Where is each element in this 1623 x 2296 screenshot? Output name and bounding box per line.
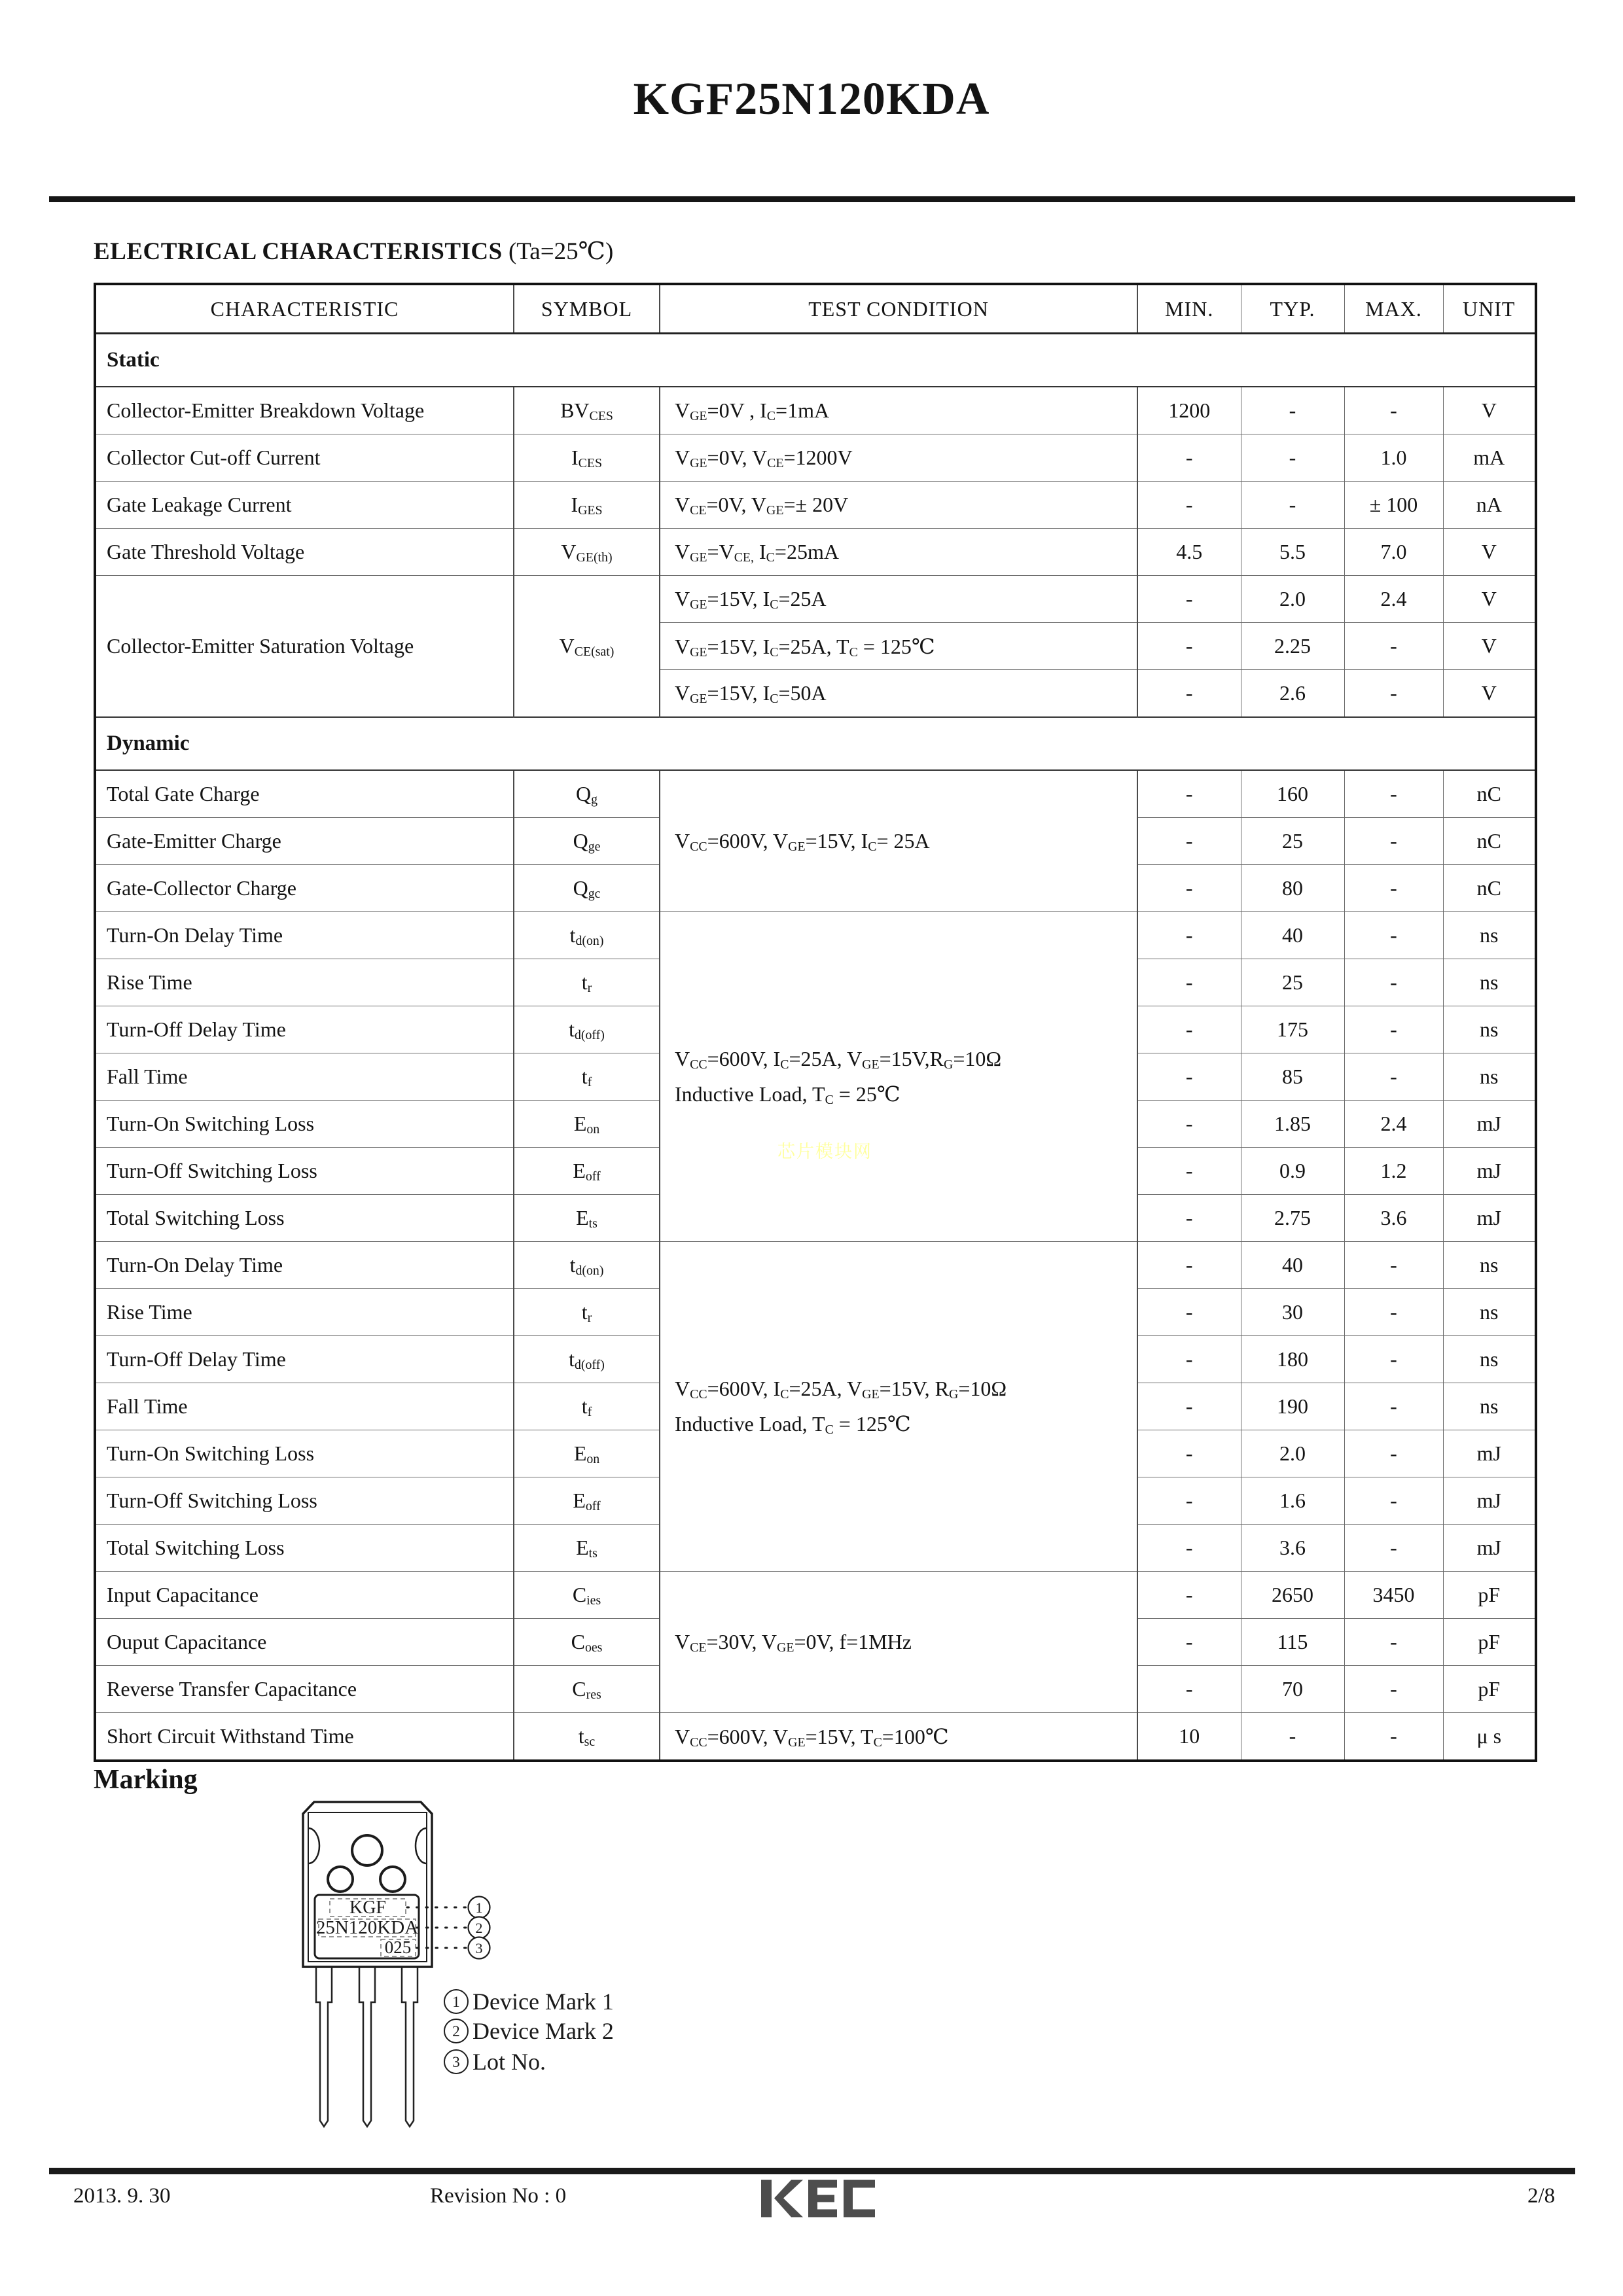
cell-cond: VGE=VCE, IC=25mA — [660, 529, 1137, 576]
cell-min: - — [1137, 1148, 1241, 1195]
section-label: Dynamic — [95, 717, 1536, 770]
cell-char: Reverse Transfer Capacitance — [95, 1666, 514, 1713]
cell-max: 2.4 — [1344, 576, 1443, 623]
cell-unit: ns — [1443, 959, 1536, 1006]
package-legs — [316, 1967, 418, 2127]
table-header-row — [95, 284, 1536, 334]
cell-typ: 190 — [1241, 1383, 1344, 1430]
cell-unit: ns — [1443, 1006, 1536, 1053]
cell-unit: mJ — [1443, 1101, 1536, 1148]
cell-max: 7.0 — [1344, 529, 1443, 576]
cell-typ: 1.6 — [1241, 1477, 1344, 1525]
electrical-characteristics-table-wrap — [94, 283, 1537, 1762]
cell-sym: td(off) — [514, 1006, 660, 1053]
cell-char: Total Switching Loss — [95, 1195, 514, 1242]
cell-typ: 2.75 — [1241, 1195, 1344, 1242]
cell-typ: 40 — [1241, 912, 1344, 959]
cell-unit: nC — [1443, 865, 1536, 912]
table-row — [95, 434, 1536, 482]
cell-min: - — [1137, 1336, 1241, 1383]
cell-unit: mJ — [1443, 1195, 1536, 1242]
cell-unit: V — [1443, 623, 1536, 670]
cell-unit: ns — [1443, 912, 1536, 959]
cell-typ: 40 — [1241, 1242, 1344, 1289]
cell-char: Turn-Off Switching Loss — [95, 1477, 514, 1525]
cell-char: Turn-On Delay Time — [95, 912, 514, 959]
cell-max: - — [1344, 1713, 1443, 1761]
cell-unit: μ s — [1443, 1713, 1536, 1761]
cell-typ: 3.6 — [1241, 1525, 1344, 1572]
cell-char: Short Circuit Withstand Time — [95, 1713, 514, 1761]
cell-typ: 25 — [1241, 959, 1344, 1006]
cell-max: - — [1344, 818, 1443, 865]
cell-sym: Ets — [514, 1525, 660, 1572]
cell-unit: ns — [1443, 1242, 1536, 1289]
col-header-unit: UNIT — [1443, 284, 1536, 334]
footer-revision: Revision No : 0 — [430, 2184, 567, 2208]
device-mark-1-text: KGF — [349, 1898, 387, 1918]
table-row — [95, 576, 1536, 623]
cell-unit: V — [1443, 387, 1536, 434]
cell-min: - — [1137, 818, 1241, 865]
footer-page-number: 2/8 — [1527, 2184, 1556, 2208]
cell-sym: Qgc — [514, 865, 660, 912]
cell-sym: tf — [514, 1383, 660, 1430]
cell-cond: VGE=0V, VCE=1200V — [660, 434, 1137, 482]
cell-min: - — [1137, 623, 1241, 670]
cell-unit: mJ — [1443, 1477, 1536, 1525]
cell-char: Fall Time — [95, 1053, 514, 1101]
cell-sym: Cres — [514, 1666, 660, 1713]
cell-max: - — [1344, 387, 1443, 434]
cell-cond: VCE=30V, VGE=0V, f=1MHz — [660, 1572, 1137, 1713]
cell-min: - — [1137, 865, 1241, 912]
cell-unit: mJ — [1443, 1430, 1536, 1477]
cell-char: Turn-On Switching Loss — [95, 1101, 514, 1148]
cell-sym: td(on) — [514, 1242, 660, 1289]
cell-max: - — [1344, 1336, 1443, 1383]
col-header-test-condition: TEST CONDITION — [660, 284, 1137, 334]
cell-sym: IGES — [514, 482, 660, 529]
cell-min: - — [1137, 1383, 1241, 1430]
cell-sym: Qg — [514, 770, 660, 818]
section-row — [95, 334, 1536, 387]
cell-sym: VCE(sat) — [514, 576, 660, 718]
legend-2-label: Device Mark 2 — [473, 2018, 614, 2044]
cell-unit: mJ — [1443, 1525, 1536, 1572]
cell-min: - — [1137, 912, 1241, 959]
cell-sym: td(on) — [514, 912, 660, 959]
col-header-max: MAX. — [1344, 284, 1443, 334]
cell-min: 10 — [1137, 1713, 1241, 1761]
cell-max: - — [1344, 1006, 1443, 1053]
cell-unit: mJ — [1443, 1148, 1536, 1195]
cell-typ: 30 — [1241, 1289, 1344, 1336]
table-row — [95, 529, 1536, 576]
cell-max: - — [1344, 1477, 1443, 1525]
cell-min: - — [1137, 1525, 1241, 1572]
cell-char: Collector-Emitter Saturation Voltage — [95, 576, 514, 718]
cell-sym: Cies — [514, 1572, 660, 1619]
section-heading-note: (Ta=25℃) — [508, 238, 614, 265]
table-row — [95, 1713, 1536, 1761]
cell-max: - — [1344, 1525, 1443, 1572]
cell-sym: Eon — [514, 1101, 660, 1148]
cell-sym: tf — [514, 1053, 660, 1101]
cell-sym: Eoff — [514, 1148, 660, 1195]
marking-heading: Marking — [94, 1765, 198, 1795]
cell-unit: ns — [1443, 1383, 1536, 1430]
legend-3-label: Lot No. — [473, 2049, 546, 2075]
package-hole-right — [380, 1867, 405, 1892]
legend-3-num: 3 — [452, 2054, 460, 2070]
device-mark-2-text: 25N120KDA — [315, 1917, 419, 1938]
table-row — [95, 1242, 1536, 1289]
cell-char: Rise Time — [95, 959, 514, 1006]
cell-typ: 2.0 — [1241, 1430, 1344, 1477]
cell-char: Turn-Off Delay Time — [95, 1336, 514, 1383]
cell-cond: VCC=600V, VGE=15V, TC=100℃ — [660, 1713, 1137, 1761]
table-body — [95, 334, 1536, 1761]
cell-sym: Eoff — [514, 1477, 660, 1525]
cell-char: Total Gate Charge — [95, 770, 514, 818]
watermark: 芯片模块网 — [777, 1142, 872, 1162]
cell-min: - — [1137, 576, 1241, 623]
cell-max: - — [1344, 1053, 1443, 1101]
cell-sym: Ets — [514, 1195, 660, 1242]
cell-char: Fall Time — [95, 1383, 514, 1430]
cell-max: - — [1344, 912, 1443, 959]
cell-max: 1.2 — [1344, 1148, 1443, 1195]
cell-cond: VCC=600V, IC=25A, VGE=15V,RG=10Ω Inductive Load, TC = 25℃ — [660, 912, 1137, 1242]
cell-typ: 5.5 — [1241, 529, 1344, 576]
cell-char: Gate Threshold Voltage — [95, 529, 514, 576]
package-mounting-hole — [352, 1835, 382, 1865]
cell-min: 4.5 — [1137, 529, 1241, 576]
cell-max: - — [1344, 1666, 1443, 1713]
table-row — [95, 482, 1536, 529]
cell-min: - — [1137, 1195, 1241, 1242]
cell-min: - — [1137, 1242, 1241, 1289]
kec-logo — [761, 2179, 882, 2218]
cell-unit: ns — [1443, 1289, 1536, 1336]
cell-max: 3450 — [1344, 1572, 1443, 1619]
cell-unit: V — [1443, 670, 1536, 718]
legend-2-num: 2 — [452, 2023, 460, 2040]
cell-sym: tsc — [514, 1713, 660, 1761]
col-header-min: MIN. — [1137, 284, 1241, 334]
cell-cond: VCC=600V, IC=25A, VGE=15V, RG=10Ω Inductive Load, TC = 125℃ — [660, 1242, 1137, 1572]
cell-min: - — [1137, 1666, 1241, 1713]
lot-no-text: 025 — [384, 1937, 412, 1957]
cell-min: - — [1137, 670, 1241, 718]
cell-typ: 180 — [1241, 1336, 1344, 1383]
cell-max: ± 100 — [1344, 482, 1443, 529]
cell-max: - — [1344, 623, 1443, 670]
cell-typ: 160 — [1241, 770, 1344, 818]
cell-char: Turn-On Switching Loss — [95, 1430, 514, 1477]
cell-typ: 25 — [1241, 818, 1344, 865]
cell-unit: V — [1443, 576, 1536, 623]
cell-unit: nC — [1443, 818, 1536, 865]
cell-typ: 175 — [1241, 1006, 1344, 1053]
cell-sym: Coes — [514, 1619, 660, 1666]
cell-max: - — [1344, 959, 1443, 1006]
cell-unit: V — [1443, 529, 1536, 576]
cell-typ: 2650 — [1241, 1572, 1344, 1619]
cell-min: - — [1137, 482, 1241, 529]
page-title: KGF25N120KDA — [633, 74, 990, 124]
cell-typ: 2.0 — [1241, 576, 1344, 623]
cell-typ: 115 — [1241, 1619, 1344, 1666]
footer-date: 2013. 9. 30 — [73, 2184, 171, 2208]
cell-typ: 2.6 — [1241, 670, 1344, 718]
cell-char: Gate Leakage Current — [95, 482, 514, 529]
cell-cond: VCE=0V, VGE=± 20V — [660, 482, 1137, 529]
cell-unit: pF — [1443, 1572, 1536, 1619]
table-row — [95, 912, 1536, 959]
cell-sym: Qge — [514, 818, 660, 865]
cell-typ: 2.25 — [1241, 623, 1344, 670]
cell-sym: Eon — [514, 1430, 660, 1477]
cell-min: - — [1137, 1572, 1241, 1619]
callout-legend — [444, 1988, 614, 2075]
callout-3-num: 3 — [475, 1940, 483, 1956]
cell-min: - — [1137, 1477, 1241, 1525]
cell-sym: ICES — [514, 434, 660, 482]
section-label: Static — [95, 334, 1536, 387]
cell-sym: td(off) — [514, 1336, 660, 1383]
electrical-characteristics-table — [94, 283, 1537, 1762]
legend-1-num: 1 — [452, 1994, 460, 2010]
cell-typ: - — [1241, 482, 1344, 529]
cell-unit: nA — [1443, 482, 1536, 529]
cell-unit: ns — [1443, 1336, 1536, 1383]
cell-max: - — [1344, 670, 1443, 718]
cell-cond: VGE=15V, IC=50A — [660, 670, 1137, 718]
cell-typ: 0.9 — [1241, 1148, 1344, 1195]
top-rule — [49, 196, 1575, 202]
cell-cond: VGE=15V, IC=25A, TC = 125℃ — [660, 623, 1137, 670]
cell-typ: - — [1241, 1713, 1344, 1761]
cell-min: - — [1137, 434, 1241, 482]
cell-max: 1.0 — [1344, 434, 1443, 482]
cell-char: Rise Time — [95, 1289, 514, 1336]
cell-max: 2.4 — [1344, 1101, 1443, 1148]
cell-typ: 1.85 — [1241, 1101, 1344, 1148]
cell-max: - — [1344, 1383, 1443, 1430]
cell-typ: 85 — [1241, 1053, 1344, 1101]
cell-min: 1200 — [1137, 387, 1241, 434]
cell-min: - — [1137, 1053, 1241, 1101]
callout-1-num: 1 — [475, 1899, 483, 1916]
cell-sym: tr — [514, 959, 660, 1006]
col-header-symbol: SYMBOL — [514, 284, 660, 334]
cell-sym: VGE(th) — [514, 529, 660, 576]
cell-max: - — [1344, 1242, 1443, 1289]
cell-sym: tr — [514, 1289, 660, 1336]
legend-1-label: Device Mark 1 — [473, 1988, 614, 2015]
col-header-typ: TYP. — [1241, 284, 1344, 334]
cell-max: - — [1344, 1430, 1443, 1477]
cell-typ: - — [1241, 387, 1344, 434]
cell-min: - — [1137, 770, 1241, 818]
cell-min: - — [1137, 959, 1241, 1006]
callout-2-num: 2 — [475, 1920, 483, 1936]
section-heading-text: ELECTRICAL CHARACTERISTICS — [94, 238, 503, 265]
table-row — [95, 1572, 1536, 1619]
cell-unit: pF — [1443, 1666, 1536, 1713]
package-marking-diagram — [281, 1795, 740, 2136]
cell-min: - — [1137, 1006, 1241, 1053]
cell-char: Total Switching Loss — [95, 1525, 514, 1572]
cell-char: Turn-Off Delay Time — [95, 1006, 514, 1053]
cell-char: Collector-Emitter Breakdown Voltage — [95, 387, 514, 434]
cell-char: Turn-On Delay Time — [95, 1242, 514, 1289]
cell-max: - — [1344, 1289, 1443, 1336]
section-heading — [94, 237, 613, 266]
cell-unit: ns — [1443, 1053, 1536, 1101]
cell-typ: - — [1241, 434, 1344, 482]
cell-min: - — [1137, 1101, 1241, 1148]
cell-max: - — [1344, 770, 1443, 818]
cell-max: - — [1344, 865, 1443, 912]
cell-cond: VGE=0V , IC=1mA — [660, 387, 1137, 434]
cell-min: - — [1137, 1430, 1241, 1477]
cell-min: - — [1137, 1619, 1241, 1666]
col-header-characteristic: CHARACTERISTIC — [95, 284, 514, 334]
table-row — [95, 387, 1536, 434]
cell-char: Input Capacitance — [95, 1572, 514, 1619]
cell-char: Ouput Capacitance — [95, 1619, 514, 1666]
cell-cond: VGE=15V, IC=25A — [660, 576, 1137, 623]
section-row — [95, 717, 1536, 770]
cell-cond: VCC=600V, VGE=15V, IC= 25A — [660, 770, 1137, 912]
cell-typ: 80 — [1241, 865, 1344, 912]
table-row — [95, 770, 1536, 818]
cell-unit: mA — [1443, 434, 1536, 482]
cell-char: Gate-Collector Charge — [95, 865, 514, 912]
cell-char: Turn-Off Switching Loss — [95, 1148, 514, 1195]
cell-char: Collector Cut-off Current — [95, 434, 514, 482]
cell-sym: BVCES — [514, 387, 660, 434]
cell-max: - — [1344, 1619, 1443, 1666]
cell-max: 3.6 — [1344, 1195, 1443, 1242]
footer-rule — [49, 2168, 1575, 2174]
package-hole-left — [328, 1867, 353, 1892]
cell-unit: nC — [1443, 770, 1536, 818]
cell-min: - — [1137, 1289, 1241, 1336]
cell-unit: pF — [1443, 1619, 1536, 1666]
cell-typ: 70 — [1241, 1666, 1344, 1713]
cell-char: Gate-Emitter Charge — [95, 818, 514, 865]
